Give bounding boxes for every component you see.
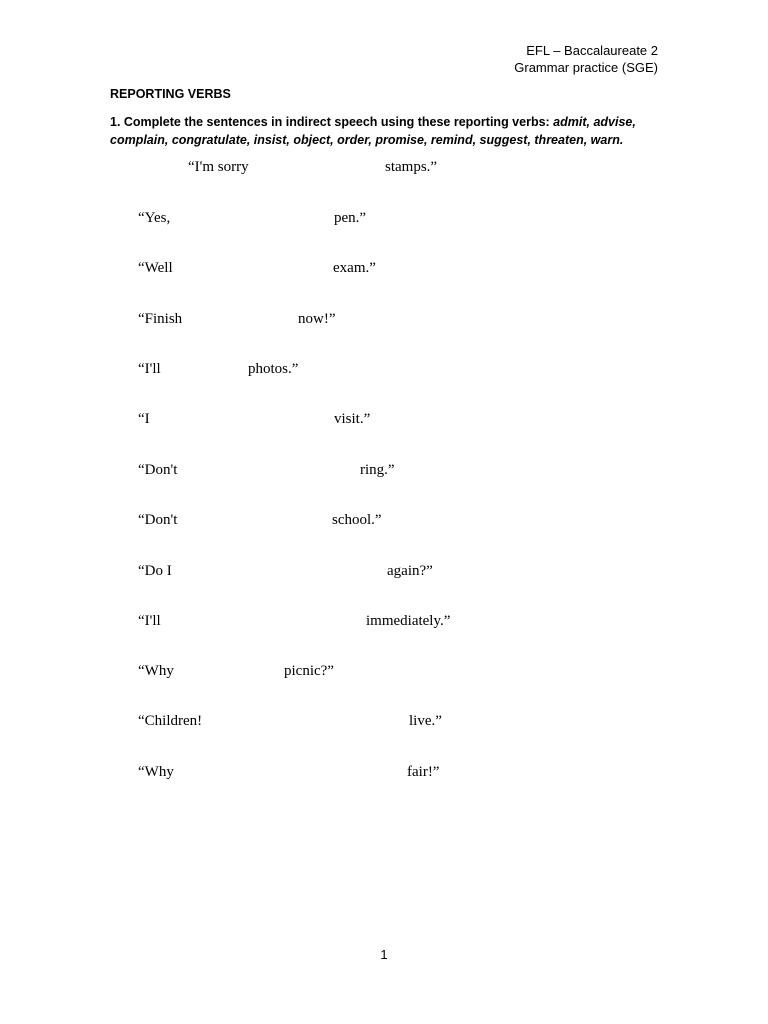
- sentence-end: picnic?”: [284, 663, 334, 679]
- reporting-verbs-list: admit, advise, complain, congratulate, insist, object, order, promise, remind, suggest, threaten, warn.: [110, 115, 636, 147]
- instructions-lead: 1. Complete the sentences in indirect speech using these reporting verbs:: [110, 115, 554, 129]
- exercise-instructions: [110, 113, 670, 149]
- sentence-start: “Yes,: [138, 210, 171, 226]
- section-title: REPORTING VERBS: [110, 87, 231, 101]
- sentence-start: “Don't: [138, 462, 178, 478]
- sentence-start: “Do I: [138, 563, 172, 579]
- sentence-end: pen.”: [334, 210, 367, 226]
- sentence-start: “Don't: [138, 512, 178, 528]
- sentence-end: visit.”: [334, 411, 371, 427]
- sentence-end: stamps.”: [385, 159, 438, 175]
- sentence-start: “Well: [138, 260, 173, 276]
- sentence-start: “Children!: [138, 713, 203, 729]
- sentence-end: live.”: [409, 713, 442, 729]
- sentence-start: “I'll: [138, 361, 161, 377]
- sentence-start: “I: [138, 411, 150, 427]
- sentence-end: ring.”: [360, 462, 395, 478]
- sentence-end: immediately.”: [366, 613, 451, 629]
- sentence-start: “Why: [138, 764, 174, 780]
- page-number: 1: [380, 947, 388, 962]
- sentence-end: again?”: [387, 563, 433, 579]
- sentence-start: “I'm sorry: [188, 159, 249, 175]
- sentence-end: now!”: [298, 311, 336, 327]
- header-course: EFL – Baccalaureate 2: [526, 43, 658, 58]
- sentence-end: fair!”: [407, 764, 440, 780]
- sentence-end: exam.”: [333, 260, 376, 276]
- sentence-end: school.”: [332, 512, 382, 528]
- header-subject: Grammar practice (SGE): [514, 60, 658, 75]
- sentence-start: “I'll: [138, 613, 161, 629]
- sentence-start: “Finish: [138, 311, 183, 327]
- sentence-start: “Why: [138, 663, 174, 679]
- sentence-end: photos.”: [248, 361, 299, 377]
